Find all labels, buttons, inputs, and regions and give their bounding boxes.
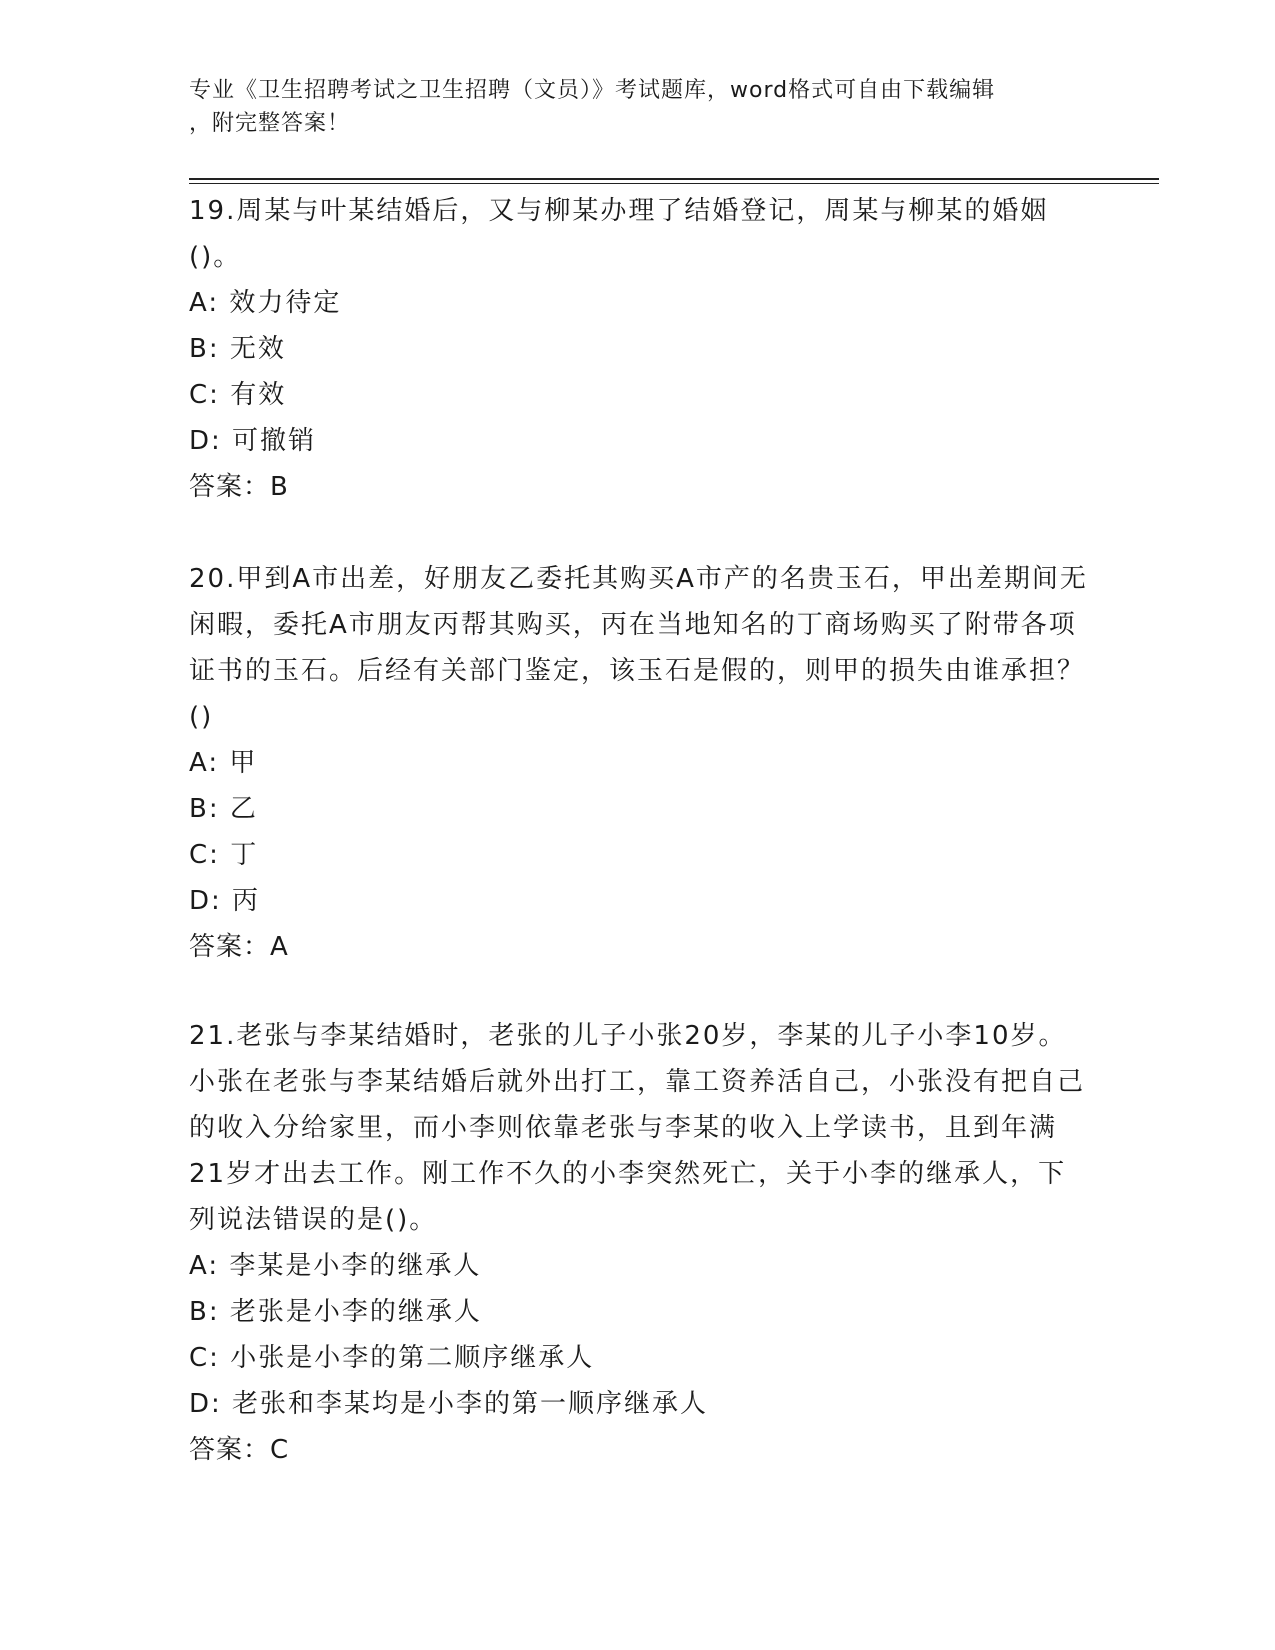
- option-b: B: 乙: [189, 794, 258, 824]
- answer-line: 答案：A: [189, 932, 289, 962]
- option-d: D: 老张和李某均是小李的第一顺序继承人: [189, 1389, 709, 1419]
- option-a: A: 效力待定: [189, 288, 342, 318]
- option-b: B: 老张是小李的继承人: [189, 1297, 482, 1327]
- header-divider-thin: [189, 183, 1159, 184]
- question-stem: 20.甲到A市出差，好朋友乙委托其购买A市产的名贵玉石，甲出差期间无闲暇，委托A市朋友丙帮其购买，丙在当地知名的丁商场购买了附带各项证书的玉石。后经有关部门鉴定，该玉石是假的，则甲的损失由谁承担？(): [189, 564, 1088, 732]
- answer-line: 答案：C: [189, 1435, 290, 1465]
- option-c: C: 丁: [189, 840, 259, 870]
- document-header: [189, 74, 1069, 140]
- option-c: C: 有效: [189, 380, 287, 410]
- header-divider-thick: [189, 178, 1159, 180]
- header-line-2: ，附完整答案！: [189, 111, 351, 136]
- header-line-1: 专业《卫生招聘考试之卫生招聘（文员）》考试题库，word格式可自由下载编辑: [189, 78, 996, 103]
- question-20: [189, 556, 1089, 970]
- option-d: D: 丙: [189, 886, 261, 916]
- question-21: [189, 1013, 1089, 1473]
- option-c: C: 小张是小李的第二顺序继承人: [189, 1343, 595, 1373]
- question-19: [189, 188, 1089, 510]
- question-stem: 21.老张与李某结婚时，老张的儿子小张20岁，李某的儿子小李10岁。小张在老张与李某结婚后就外出打工，靠工资养活自己，小张没有把自己的收入分给家里，而小李则依靠老张与李某的收入上学读书，且到年满21岁才出去工作。刚工作不久的小李突然死亡，关于小李的继承人，下列说法错误的是()。: [189, 1021, 1086, 1235]
- option-a: A: 甲: [189, 748, 258, 778]
- option-b: B: 无效: [189, 334, 286, 364]
- question-stem: 19.周某与叶某结婚后，又与柳某办理了结婚登记，周某与柳某的婚姻()。: [189, 196, 1049, 272]
- option-d: D: 可撤销: [189, 426, 317, 456]
- answer-line: 答案：B: [189, 472, 289, 502]
- option-a: A: 李某是小李的继承人: [189, 1251, 482, 1281]
